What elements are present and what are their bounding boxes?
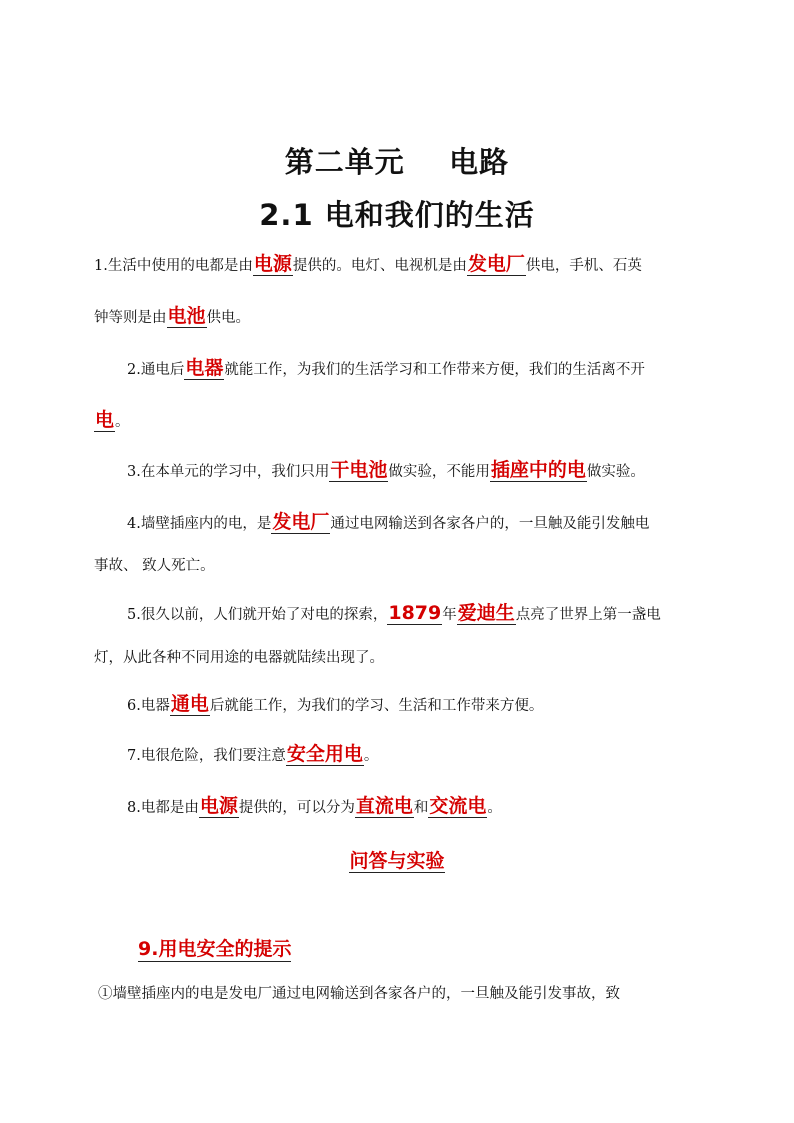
question-4-line-1 bbox=[127, 512, 747, 534]
q2-answer-appliance: 电器 bbox=[185, 357, 224, 379]
q2-text-a: 2.通电后 bbox=[127, 362, 185, 378]
q5-text-a: 5.很久以前，人们就开始了对电的探索， bbox=[127, 607, 388, 623]
q5-answer-year: 1879 bbox=[388, 602, 442, 624]
q1-text-h: 供电。 bbox=[206, 310, 251, 326]
question-9-line-1 bbox=[98, 984, 718, 1004]
q2-text-c: 就能工作，为我们的生活学习和工作带来方便，我们的生活离不开 bbox=[224, 362, 645, 378]
q8-text-c: 提供的，可以分为 bbox=[238, 800, 355, 816]
q2-text-e: 。 bbox=[115, 414, 130, 430]
q1-text-c: 提供的。电灯、电视机是由 bbox=[292, 258, 467, 274]
q4-text-d: 事故、 致人死亡。 bbox=[94, 558, 215, 574]
question-9-heading: 9.用电安全的提示 bbox=[138, 934, 291, 962]
section-heading-text: 问答与实验 bbox=[349, 850, 445, 872]
question-1-line-2 bbox=[94, 306, 714, 328]
q3-text-a: 3.在本单元的学习中，我们只用 bbox=[127, 464, 330, 480]
q8-answer-ac: 交流电 bbox=[429, 795, 487, 817]
q5-answer-edison: 爱迪生 bbox=[457, 602, 515, 624]
question-2-line-1 bbox=[127, 358, 747, 380]
question-8 bbox=[127, 796, 747, 818]
question-3 bbox=[127, 460, 747, 482]
q1-text-e: 供电，手机、石英 bbox=[525, 258, 642, 274]
question-5-line-2 bbox=[94, 648, 714, 668]
q4-text-c: 通过电网输送到各家各户的，一旦触及能引发触电 bbox=[330, 516, 650, 532]
unit-title: 第二单元 电路 bbox=[284, 145, 510, 179]
q3-answer-dry-battery: 干电池 bbox=[330, 459, 388, 481]
q8-answer-dc: 直流电 bbox=[355, 795, 413, 817]
q5-text-c: 年 bbox=[442, 607, 457, 623]
q3-text-c: 做实验，不能用 bbox=[388, 464, 490, 480]
q6-answer-powered: 通电 bbox=[170, 693, 209, 715]
q5-text-f: 灯，从此各种不同用途的电器就陆续出现了。 bbox=[94, 650, 384, 666]
q4-answer-power-plant: 发电厂 bbox=[272, 511, 330, 533]
q8-answer-power-source: 电源 bbox=[199, 795, 238, 817]
q3-answer-socket-power: 插座中的电 bbox=[490, 459, 586, 481]
q1-text-f: 钟等则是由 bbox=[94, 310, 167, 326]
q6-text-a: 6.电器 bbox=[127, 698, 170, 714]
q2-answer-electricity: 电 bbox=[95, 409, 115, 431]
q7-answer-safety: 安全用电 bbox=[286, 743, 363, 765]
question-6 bbox=[127, 694, 747, 716]
q1-answer-power-plant: 发电厂 bbox=[467, 253, 525, 275]
q8-text-a: 8.电都是由 bbox=[127, 800, 199, 816]
lesson-title: 2.1 电和我们的生活 bbox=[259, 198, 535, 232]
q1-answer-battery: 电池 bbox=[167, 305, 206, 327]
q8-text-g: 。 bbox=[487, 800, 502, 816]
q4-text-a: 4.墙壁插座内的电，是 bbox=[127, 516, 272, 532]
question-2-line-2 bbox=[94, 410, 714, 432]
q1-answer-power-source: 电源 bbox=[253, 253, 292, 275]
section-heading bbox=[0, 846, 794, 873]
q8-text-e: 和 bbox=[413, 800, 429, 816]
question-7 bbox=[127, 744, 747, 766]
q6-text-c: 后就能工作，为我们的学习、生活和工作带来方便。 bbox=[209, 698, 544, 714]
q9-text-line-1: ①墙壁插座内的电是发电厂通过电网输送到各家各户的，一旦触及能引发事故，致 bbox=[98, 986, 620, 1002]
q3-text-e: 做实验。 bbox=[586, 464, 645, 480]
question-4-line-2 bbox=[94, 556, 714, 576]
question-1-line-1 bbox=[94, 254, 714, 276]
q1-text-a: 1.生活中使用的电都是由 bbox=[94, 258, 253, 274]
question-5-line-1 bbox=[127, 603, 747, 625]
q7-text-c: 。 bbox=[363, 748, 379, 764]
q5-text-e: 点亮了世界上第一盏电 bbox=[515, 607, 661, 623]
q7-text-a: 7.电很危险，我们要注意 bbox=[127, 748, 286, 764]
